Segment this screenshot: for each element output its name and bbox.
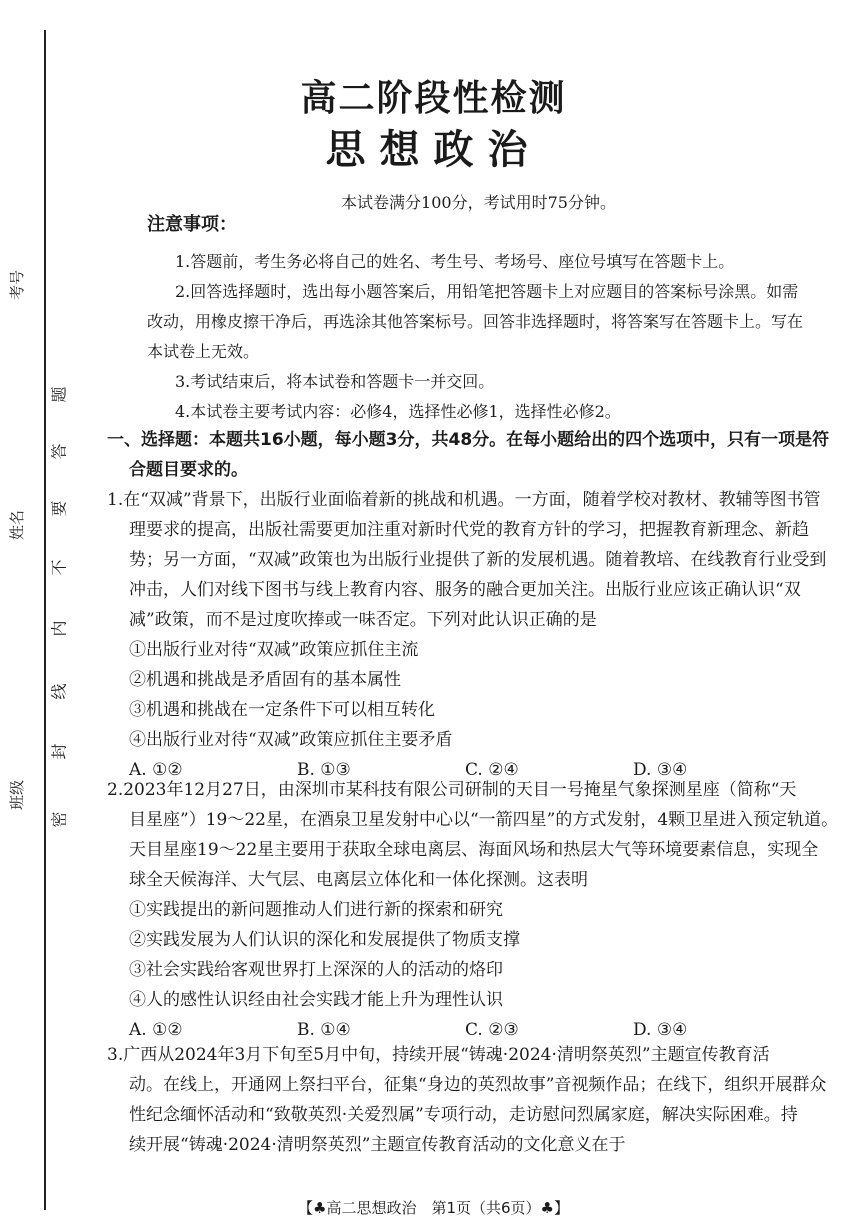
question-stem-line: 天目星座19～22星主要用于获取全球电离层、海面风场和热层大气等环境要素信息，实现全 bbox=[129, 840, 819, 860]
seal-char: 内 bbox=[49, 620, 69, 637]
question-stem-line: 势；另一方面，“双减”政策也为出版行业提供了新的发展机遇。随着教培、在线教育行业受到 bbox=[129, 550, 827, 570]
question-stem-line: 续开展“铸魂·2024·清明祭英烈”主题宣传教育活动的文化意义在于 bbox=[129, 1135, 626, 1155]
section-heading bbox=[107, 425, 842, 485]
exam-title: 高二阶段性检测 bbox=[300, 77, 567, 119]
name-field bbox=[6, 510, 27, 540]
statement-option: ③机遇和挑战在一定条件下可以相互转化 bbox=[129, 700, 435, 720]
question-stem-line: 3.广西从2024年3月下旬至5月中旬，持续开展“铸魂·2024·清明祭英烈”主题宣传教育活 bbox=[107, 1045, 770, 1065]
question-stem-line: 性纪念缅怀活动和“致敬英烈·关爱烈属”专项行动，走访慰问烈属家庭，解决实际困难。持 bbox=[129, 1105, 798, 1125]
choice-d: D. ③④ bbox=[633, 1020, 688, 1040]
class-label: 班级 bbox=[8, 779, 26, 810]
question-stem-line: 动。在线上，开通网上祭扫平台，征集“身边的英烈故事”音视频作品；在线下，组织开展群众 bbox=[129, 1075, 827, 1095]
statement-option: ②机遇和挑战是矛盾固有的基本属性 bbox=[129, 670, 401, 690]
question-stem-line: 冲击，人们对线下图书与线上教育内容、服务的融合更加关注。出版行业应该正确认识“双 bbox=[129, 580, 801, 600]
question-stem-line: 理要求的提高，出版社需要更加注重对新时代党的教育方针的学习，把握教育新理念、新趋 bbox=[129, 520, 809, 540]
choice-b: B. ①③ bbox=[297, 760, 351, 780]
exam-number-field bbox=[6, 270, 27, 300]
binding-margin bbox=[0, 0, 95, 1227]
seal-char: 线 bbox=[49, 683, 69, 700]
seal-char: 不 bbox=[49, 559, 69, 576]
seal-char: 答 bbox=[49, 443, 69, 460]
statement-option: ④人的感性认识经由社会实践才能上升为理性认识 bbox=[129, 990, 503, 1010]
statement-option: ③社会实践给客观世界打上深深的人的活动的烙印 bbox=[129, 960, 503, 980]
choice-c: C. ②④ bbox=[465, 760, 519, 780]
choice-a: A. ①② bbox=[129, 760, 183, 780]
choice-a: A. ①② bbox=[129, 1020, 183, 1040]
seal-char: 密 bbox=[49, 811, 69, 828]
question-2 bbox=[107, 775, 843, 1045]
note-item: 3.考试结束后，将本试卷和答题卡一并交回。 bbox=[175, 372, 495, 391]
choice-c: C. ②③ bbox=[465, 1020, 519, 1040]
statement-option: ②实践发展为人们认识的深化和发展提供了物质支撑 bbox=[129, 930, 520, 950]
notes-heading: 注意事项： bbox=[147, 214, 237, 235]
name-label: 姓名 bbox=[8, 509, 26, 540]
seal-char: 要 bbox=[49, 500, 69, 517]
question-1 bbox=[107, 485, 843, 785]
note-item: 4.本试卷主要考试内容：必修4，选择性必修1，选择性必修2。 bbox=[175, 402, 621, 421]
question-stem-line: 1.在“双减”背景下，出版行业面临着新的挑战和机遇。一方面，随着学校对教材、教辅等图书管 bbox=[107, 490, 821, 510]
question-stem-line: 目星座”）19～22星，在酒泉卫星发射中心以“一箭四星”的方式发射，4颗卫星进入预定轨道。 bbox=[129, 810, 839, 830]
question-3 bbox=[107, 1040, 843, 1160]
statement-option: ①实践提出的新问题推动人们进行新的探索和研究 bbox=[129, 900, 503, 920]
seal-char: 题 bbox=[49, 386, 69, 403]
statement-option: ①出版行业对待“双减”政策应抓住主流 bbox=[129, 640, 419, 660]
class-field bbox=[6, 780, 27, 810]
notes-list bbox=[147, 247, 807, 427]
note-item: 1.答题前，考生务必将自己的姓名、考生号、考场号、座位号填写在答题卡上。 bbox=[175, 252, 735, 271]
choice-b: B. ①④ bbox=[297, 1020, 351, 1040]
section-heading-line: 一、选择题：本题共16小题，每小题3分，共48分。在每小题给出的四个选项中，只有一项是符 bbox=[107, 430, 830, 450]
question-stem-line: 球全天候海洋、大气层、电离层立体化和一体化探测。这表明 bbox=[129, 870, 588, 890]
choice-d: D. ③④ bbox=[633, 760, 688, 780]
question-stem-line: 减”政策，而不是过度吹捧或一味否定。下列对此认识正确的是 bbox=[129, 610, 597, 630]
page-footer: 【♣高二思想政治 第1页（共6页）♣】 bbox=[298, 1199, 569, 1217]
note-item: 2.回答选择题时，选出每小题答案后，用铅笔把答题卡上对应题目的答案标号涂黑。如需改动，用橡皮擦干净后，再选涂其他答案标号。回答非选择题时，将答案写在答题卡上。写在本试卷上无效。 bbox=[147, 282, 804, 361]
exam-number-label: 考号 bbox=[8, 269, 26, 300]
exam-info: 本试卷满分100分，考试用时75分钟。 bbox=[341, 193, 616, 212]
question-stem-line: 2.2023年12月27日，由深圳市某科技有限公司研制的天目一号掩星气象探测星座（简称“天 bbox=[107, 780, 797, 800]
seal-char: 封 bbox=[49, 743, 69, 760]
statement-option: ④出版行业对待“双减”政策应抓住主要矛盾 bbox=[129, 730, 453, 750]
subject-title: 思想政治 bbox=[325, 126, 542, 173]
section-heading-line: 合题目要求的。 bbox=[129, 460, 248, 480]
